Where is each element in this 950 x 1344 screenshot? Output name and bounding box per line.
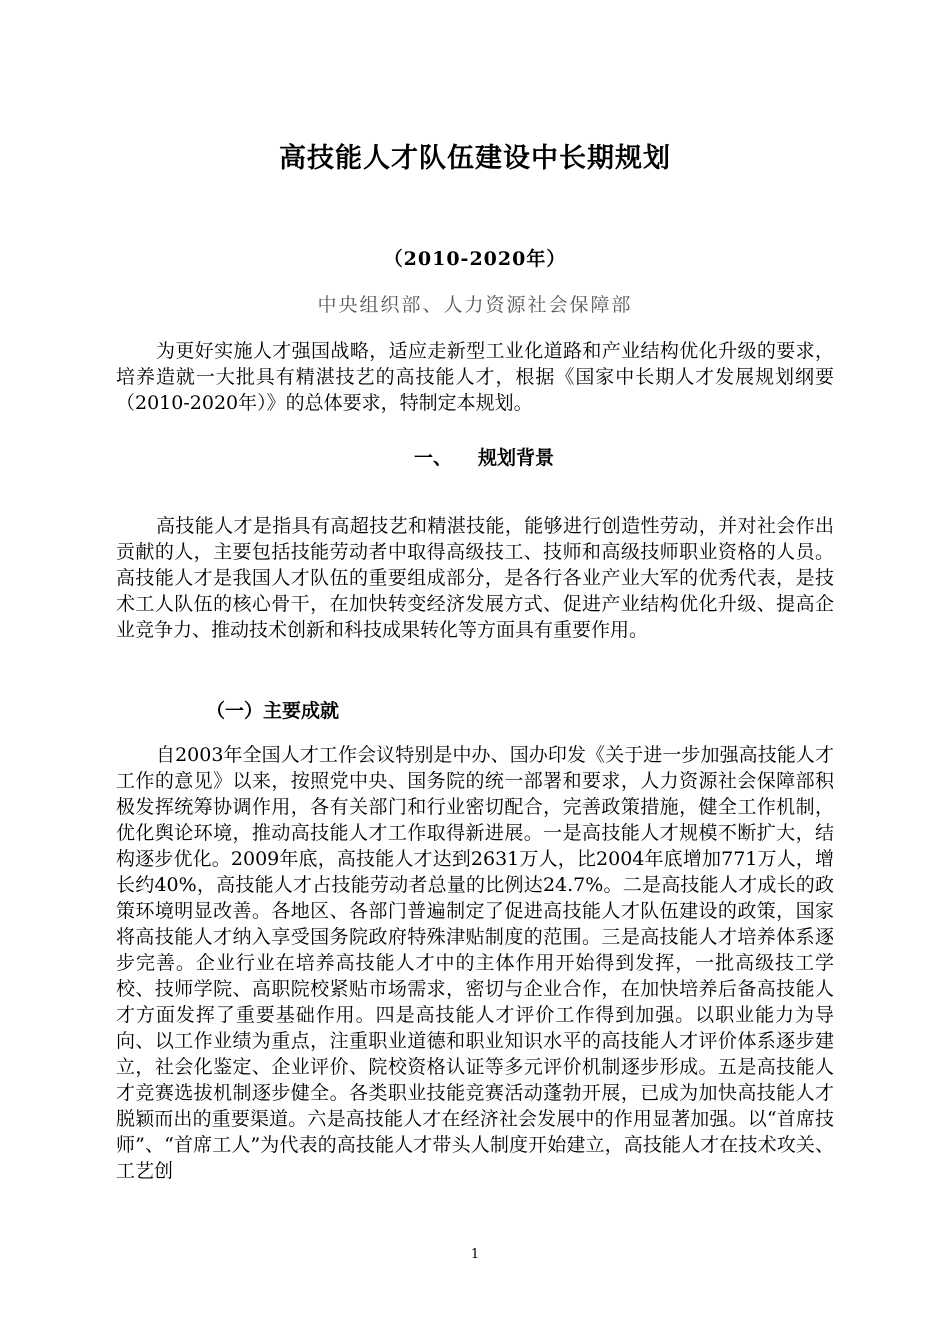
document-authors: 中央组织部、人力资源社会保障部 <box>317 294 633 316</box>
subsection-heading: （一）主要成就 <box>206 700 340 722</box>
document-years: （2010-2020年） <box>383 248 567 270</box>
section-title: 规划背景 <box>478 447 555 469</box>
page-number: 1 <box>470 1247 480 1262</box>
section-number: 一、 <box>414 447 453 469</box>
document-title: 高技能人才队伍建设中长期规划 <box>279 143 671 174</box>
section-paragraph: 高技能人才是指具有高超技艺和精湛技能，能够进行创造性劳动，并对社会作出贡献的人，主要包括技能劳动者中取得高级技工、技师和高级技师职业资格的人员。高技能人才是我国人才队伍的重要组成部分，是各行各业产业大军的优秀代表，是技术工人队伍的核心骨干，在加快转变经济发展方式、促进产业结构优化升级、提高企业竞争力、推动技术创新和科技成果转化等方面具有重要作用。 <box>116 515 834 641</box>
intro-paragraph: 为更好实施人才强国战略，适应走新型工业化道路和产业结构优化升级的要求，培养造就一大批具有精湛技艺的高技能人才，根据《国家中长期人才发展规划纲要（2010-2020年）》的总体要求，特制定本规划。 <box>116 340 834 414</box>
subsection-paragraph: 自2003年全国人才工作会议特别是中办、国办印发《关于进一步加强高技能人才工作的意见》以来，按照党中央、国务院的统一部署和要求，人力资源社会保障部积极发挥统筹协调作用，各有关部门和行业密切配合，完善政策措施，健全工作机制，优化舆论环境，推动高技能人才工作取得新进展。一是高技能人才规模不断扩大，结构逐步优化。2009年底，高技能人才达到2631万人，比2004年底增加771万人，增长约40%，高技能人才占技能劳动者总量的比例达24.7%。二是高技能人才成长的政策环境明显改善。各地区、各部门普遍制定了促进高技能人才队伍建设的政策，国家将高技能人才纳入享受国务院政府特殊津贴制度的范围。三是高技能人才培养体系逐步完善。企业行业在培养高技能人才中的主体作用开始得到发挥，一批高级技工学校、技师学院、高职院校紧贴市场需求，密切与企业合作，在加快培养后备高技能人才方面发挥了重要基础作用。四是高技能人才评价工作得到加强。以职业能力为导向、以工作业绩为重点，注重职业道德和职业知识水平的高技能人才评价体系逐步建立，社会化鉴定、企业评价、院校资格认证等多元评价机制逐步形成。五是高技能人才竞赛选拔机制逐步健全。各类职业技能竞赛活动蓬勃开展，已成为加快高技能人才脱颖而出的重要渠道。六是高技能人才在经济社会发展中的作用显著加强。以“首席技师”、“首席工人”为代表的高技能人才带头人制度开始建立，高技能人才在技术攻关、工艺创 <box>116 744 834 1182</box>
section-heading <box>414 443 554 470</box>
